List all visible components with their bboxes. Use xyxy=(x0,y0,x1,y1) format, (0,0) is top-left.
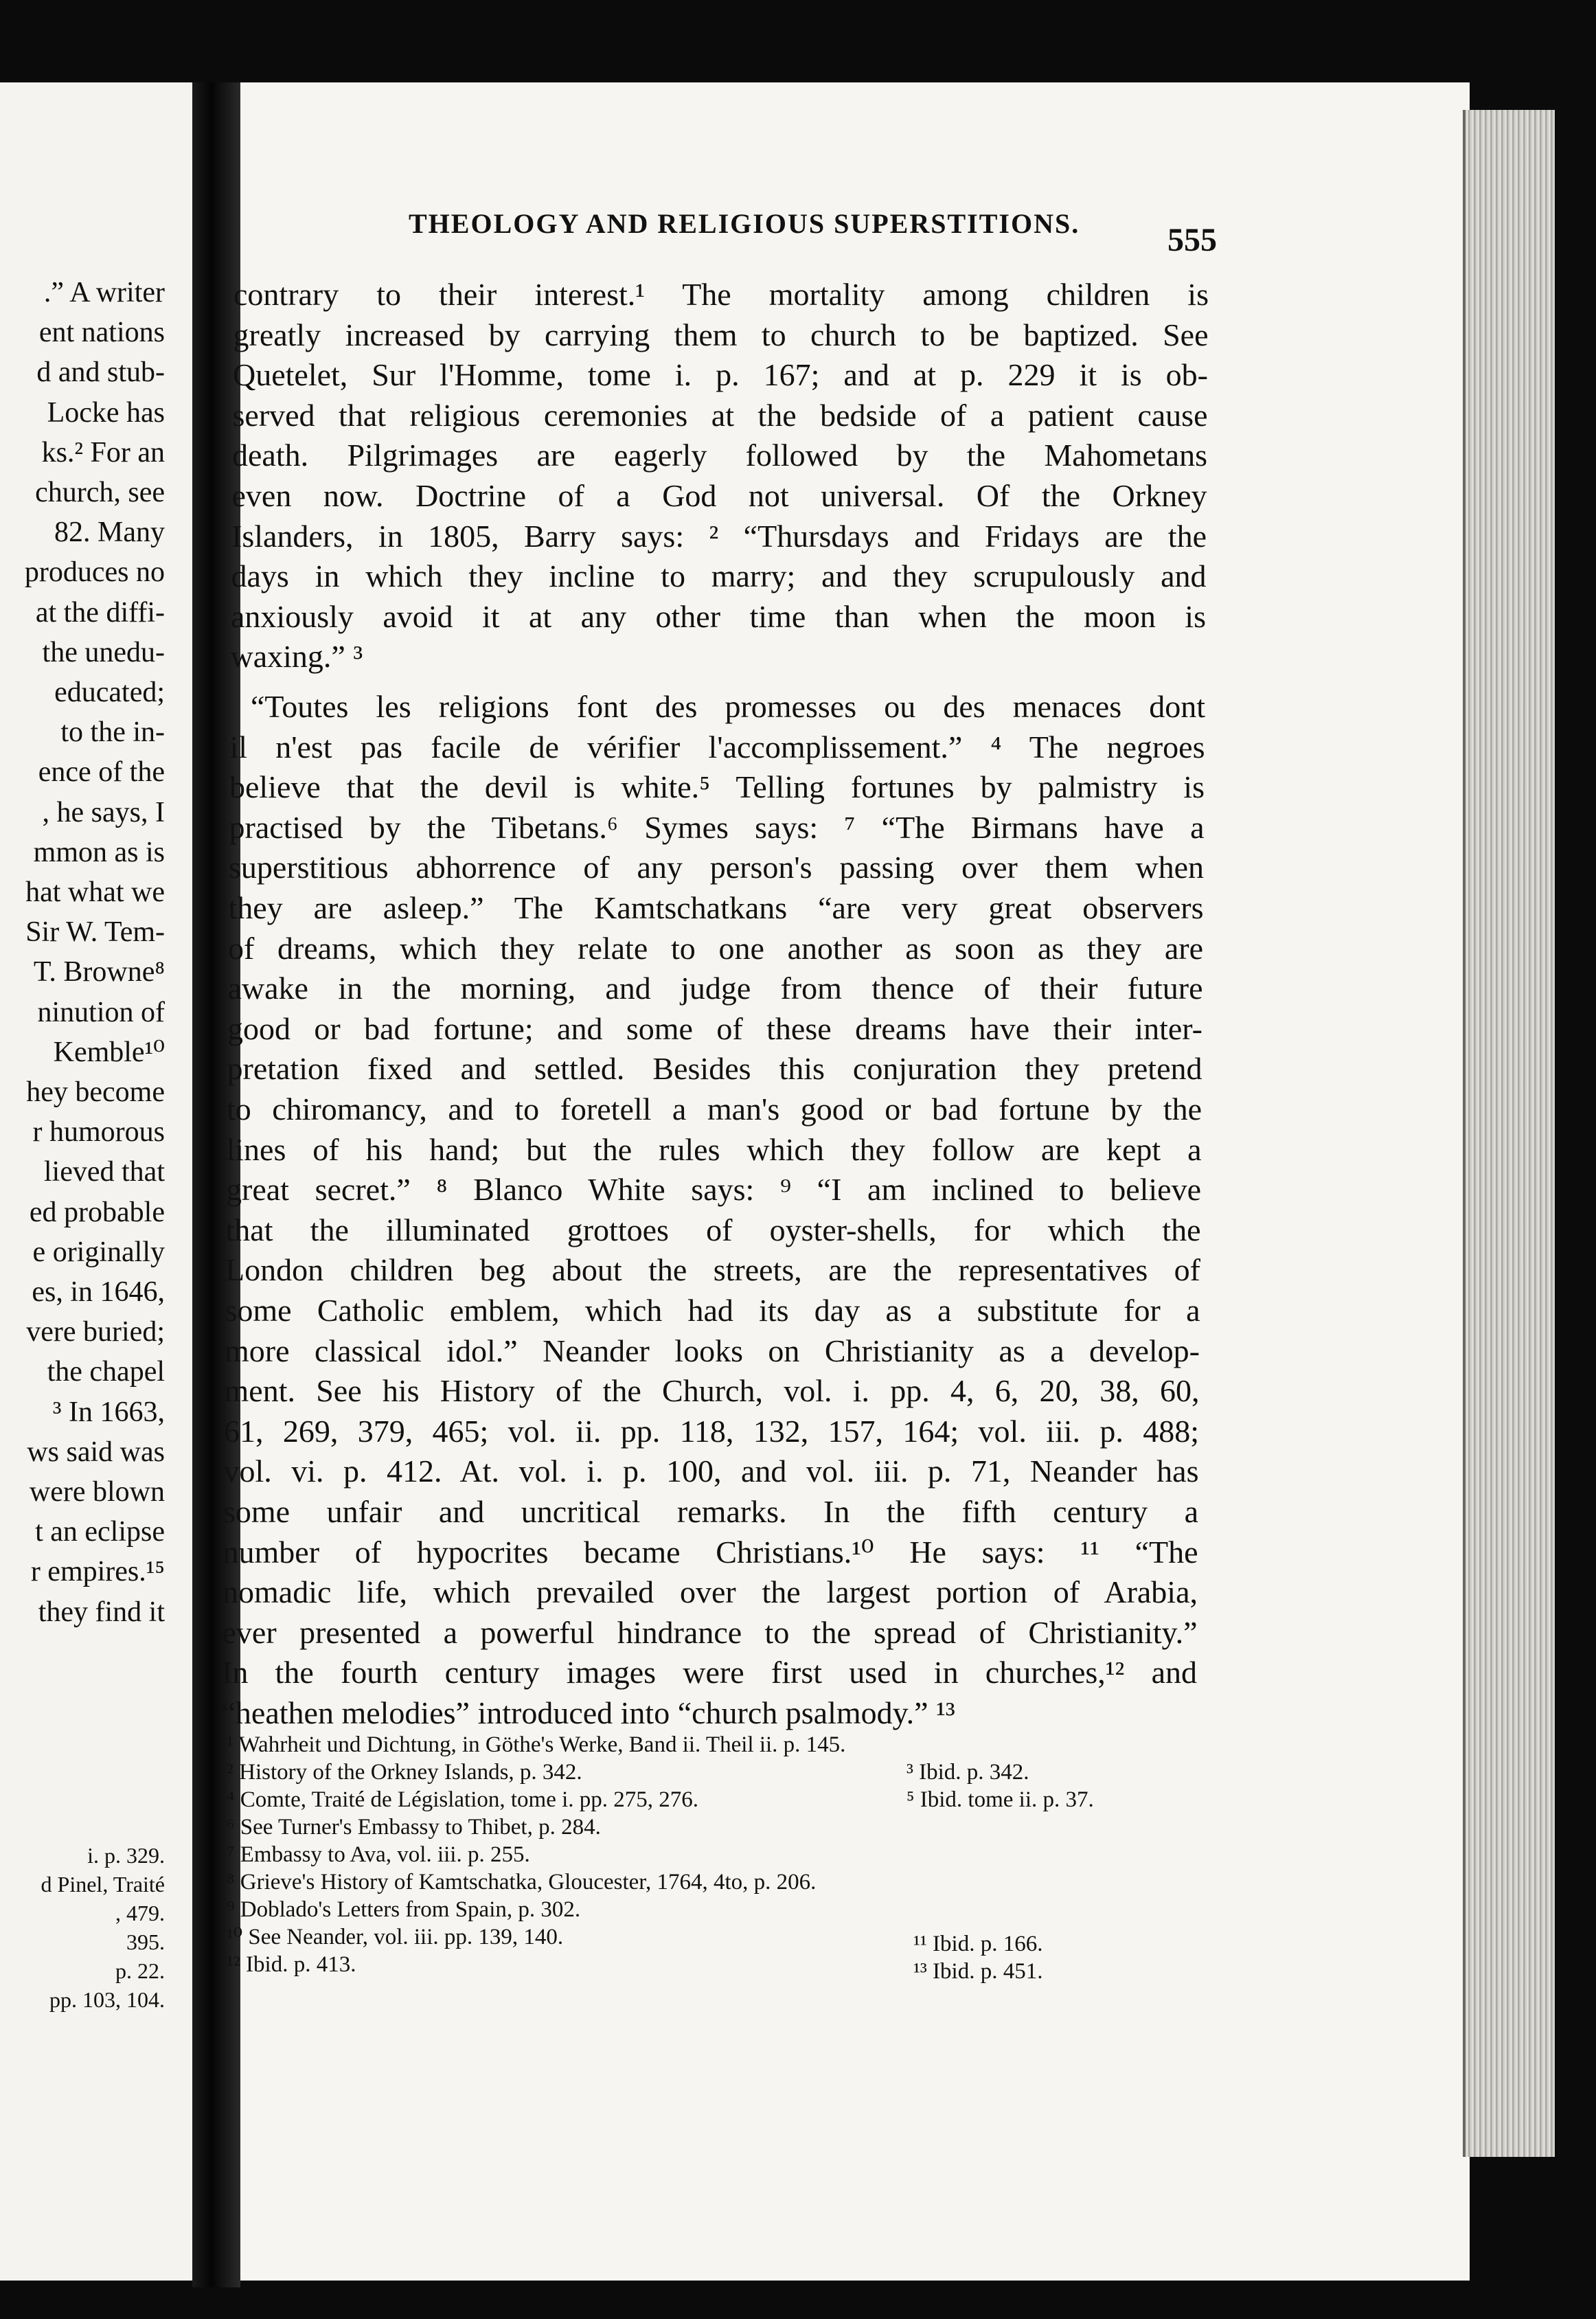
body-line: London children beg about the streets, are the representatives of xyxy=(225,1252,1200,1288)
body-line: more classical idol.” Neander looks on Christianity as a develop- xyxy=(225,1333,1200,1368)
left-page-line: lieved that xyxy=(43,1156,165,1188)
left-page-fragment xyxy=(0,82,192,2281)
footnote: ⁸ Grieve's History of Kamtschatka, Gloucester, 1764, 4to, p. 206. xyxy=(227,1870,817,1894)
body-line: Islanders, in 1805, Barry says: ² “Thursdays and Fridays are the xyxy=(231,518,1207,554)
left-page-line: .” A writer xyxy=(43,277,165,308)
left-page-line: ws said was xyxy=(27,1436,165,1468)
body-line: some Catholic emblem, which had its day as a substitute for a xyxy=(225,1293,1200,1328)
body-line: vol. vi. p. 412. At. vol. i. p. 100, and vol. iii. p. 71, Neander has xyxy=(223,1453,1199,1489)
body-line: even now. Doctrine of a God not universal. Of the Orkney xyxy=(231,478,1207,513)
body-line: ever presented a powerful hindrance to the spread of Christianity.” xyxy=(222,1614,1198,1650)
body-line: pretation fixed and settled. Besides this conjuration they pretend xyxy=(227,1051,1202,1087)
left-page-line: Locke has xyxy=(47,396,165,429)
left-page-line: they find it xyxy=(38,1596,165,1628)
page-edges xyxy=(1463,110,1555,2157)
body-line: good or bad fortune; and some of these dreams have their inter- xyxy=(227,1010,1202,1046)
footnote-right: ¹¹ Ibid. p. 166. xyxy=(913,1932,1043,1956)
left-page-line: ed probable xyxy=(29,1196,165,1228)
left-page-line: ence of the xyxy=(38,756,165,789)
footnote: ⁹ Doblado's Letters from Spain, p. 302. xyxy=(227,1897,581,1922)
body-line: greatly increased by carrying them to church to be baptized. See xyxy=(233,317,1209,352)
left-page-footnote: d Pinel, Traité xyxy=(41,1872,165,1897)
left-page-line: church, see xyxy=(35,477,165,508)
body-line: lines of his hand; but the rules which they follow are kept a xyxy=(226,1131,1202,1167)
body-line: served that religious ceremonies at the bedside of a patient cause xyxy=(232,397,1208,433)
left-page-footnote: p. 22. xyxy=(115,1958,165,1983)
footnote-right: ³ Ibid. p. 342. xyxy=(907,1760,1029,1785)
left-page-line: the chapel xyxy=(47,1356,165,1388)
left-page-line: Sir W. Tem- xyxy=(25,916,165,949)
left-page-line: ³ In 1663, xyxy=(52,1396,165,1428)
left-page-line: e originally xyxy=(32,1236,165,1268)
body-line: ment. See his History of the Church, vol. i. pp. 4, 6, 20, 38, 60, xyxy=(224,1373,1200,1409)
footnote: ⁴ Comte, Traité de Législation, tome i. pp. 275, 276. xyxy=(227,1787,699,1812)
left-page-footnote: i. p. 329. xyxy=(87,1843,165,1868)
left-page-line: hat what we xyxy=(25,876,165,908)
left-page-line: hey become xyxy=(26,1076,165,1108)
footnote: ¹ Wahrheit und Dichtung, in Göthe's Werke, Band ii. Theil ii. p. 145. xyxy=(227,1732,846,1757)
left-page-line: r humorous xyxy=(32,1116,165,1149)
body-line: “heathen melodies” introduced into “church psalmody.” ¹³ xyxy=(221,1695,955,1730)
running-head: THEOLOGY AND RELIGIOUS SUPERSTITIONS. xyxy=(409,208,1080,239)
left-page-line: produces no xyxy=(24,556,165,589)
footnote-right: ⁵ Ibid. tome ii. p. 37. xyxy=(907,1787,1094,1812)
left-page-line: 82. Many xyxy=(54,517,165,549)
left-page-line: , he says, I xyxy=(42,796,165,828)
footnote: ¹² Ibid. p. 413. xyxy=(227,1952,356,1977)
body-line: Quetelet, Sur l'Homme, tome i. p. 167; and at p. 229 it is ob- xyxy=(233,357,1208,393)
body-line: anxiously avoid it at any other time than when the moon is xyxy=(231,598,1206,634)
left-page-line: r empires.¹⁵ xyxy=(30,1556,165,1588)
left-page-footnote: , 479. xyxy=(115,1901,165,1925)
left-page-line: T. Browne⁸ xyxy=(33,956,165,988)
page-number: 555 xyxy=(1167,222,1217,258)
footnote: ¹⁰ See Neander, vol. iii. pp. 139, 140. xyxy=(227,1925,564,1949)
body-line: that the illuminated grottoes of oyster-shells, for which the xyxy=(225,1212,1201,1247)
left-page-line: at the diffi- xyxy=(35,596,165,629)
body-line: contrary to their interest.¹ The mortality among children is xyxy=(233,277,1209,312)
left-page-line: Kemble¹⁰ xyxy=(53,1036,165,1068)
left-page-line: the unedu- xyxy=(42,636,165,668)
left-page-line: were blown xyxy=(29,1476,165,1508)
body-line: practised by the Tibetans.⁶ Symes says: ⁷ “The Birmans have a xyxy=(229,809,1205,845)
footnote: ² History of the Orkney Islands, p. 342. xyxy=(227,1760,582,1785)
left-page-footnote: pp. 103, 104. xyxy=(49,1987,165,2012)
body-line: number of hypocrites became Christians.¹⁰ He says: ¹¹ “The xyxy=(223,1534,1198,1570)
left-page-line: educated; xyxy=(54,677,165,708)
body-line: believe that the devil is white.⁵ Telling fortunes by palmistry is xyxy=(229,769,1205,805)
left-page-line: ks.² For an xyxy=(41,436,165,468)
body-line: superstitious abhorrence of any person's passing over them when xyxy=(229,850,1204,885)
body-line: death. Pilgrimages are eagerly followed by the Mahometans xyxy=(232,438,1207,473)
left-page-line: d and stub- xyxy=(36,357,165,389)
footnote: ⁷ Embassy to Ava, vol. iii. p. 255. xyxy=(227,1842,530,1867)
left-page-line: to the in- xyxy=(60,716,165,749)
body-line: to chiromancy, and to foretell a man's good or bad fortune by the xyxy=(227,1091,1202,1127)
left-page-line: ninution of xyxy=(37,996,165,1028)
left-page-line: mmon as is xyxy=(33,836,165,868)
body-line: In the fourth century images were first used in churches,¹² and xyxy=(222,1655,1197,1690)
body-line: 61, 269, 379, 465; vol. ii. pp. 118, 132, 157, 164; vol. iii. p. 488; xyxy=(224,1413,1199,1449)
footnote: ⁶ See Turner's Embassy to Thibet, p. 284. xyxy=(227,1815,601,1840)
left-page-line: es, in 1646, xyxy=(32,1276,165,1308)
footnote-right: ¹³ Ibid. p. 451. xyxy=(913,1959,1043,1984)
body-line: great secret.” ⁸ Blanco White says: ⁹ “I am inclined to believe xyxy=(226,1172,1201,1208)
left-page-line: ent nations xyxy=(38,317,165,349)
body-line: some unfair and uncritical remarks. In the fifth century a xyxy=(223,1494,1198,1529)
body-line: nomadic life, which prevailed over the largest portion of Arabia, xyxy=(223,1574,1198,1610)
body-line: they are asleep.” The Kamtschatkans “are very great observers xyxy=(228,890,1204,925)
body-line: of dreams, which they relate to one another as soon as they are xyxy=(228,930,1203,966)
left-page-line: t an eclipse xyxy=(35,1516,165,1548)
body-line: days in which they incline to marry; and they scrupulously and xyxy=(231,558,1207,594)
left-page-footnote: 395. xyxy=(126,1930,165,1954)
body-line: il n'est pas facile de vérifier l'accomplissement.” ⁴ The negroes xyxy=(229,729,1205,765)
left-page-line: vere buried; xyxy=(26,1316,165,1348)
body-line: “Toutes les religions font des promesses ou des menaces dont xyxy=(251,689,1205,724)
body-line: awake in the morning, and judge from thence of their future xyxy=(227,971,1203,1006)
body-line: waxing.” ³ xyxy=(230,639,363,675)
